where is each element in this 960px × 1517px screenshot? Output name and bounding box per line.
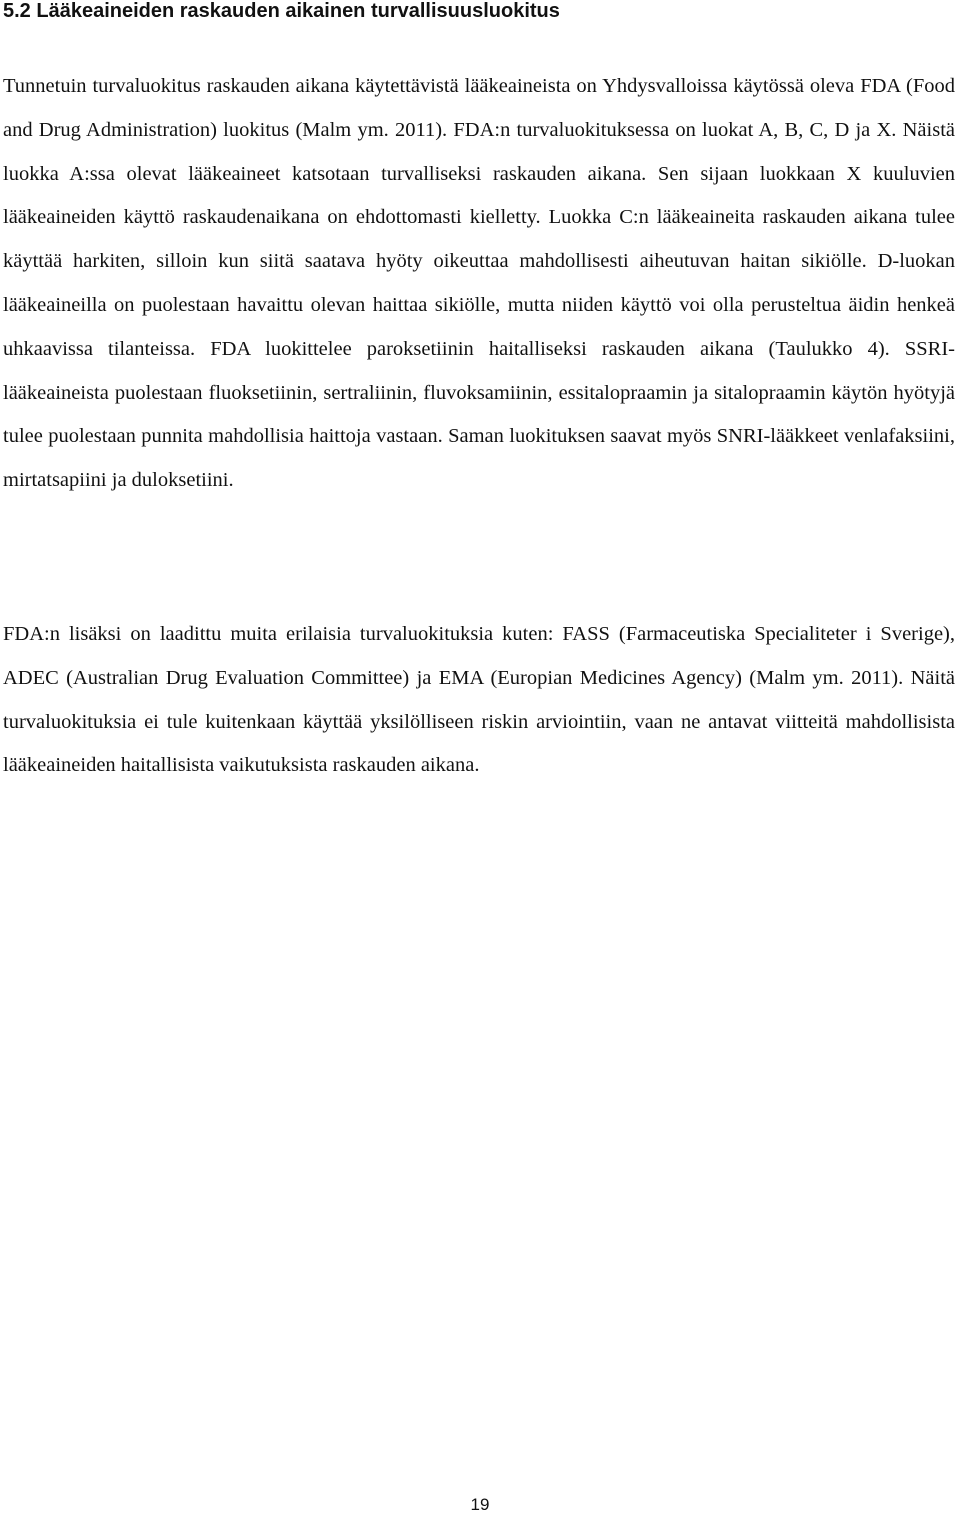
- body-paragraph-other-classifications: FDA:n lisäksi on laadittu muita erilaisia turvaluokituksia kuten: FASS (Farmaceutiska Specialiteter i Sverige), ADEC (Australian Drug Evaluation Committee) ja EMA (Europian Medicines Agency) (Malm ym. 2011). Näitä turvaluokituksia ei tule kuitenkaan käyttää yksilölliseen riskin arviointiin, vaan ne antavat viitteitä mahdollisista lääkeaineiden haitallisista vaikutuksista raskauden aikana.: [3, 623, 955, 777]
- section-heading: 5.2 Lääkeaineiden raskauden aikainen turvallisuusluokitus: [3, 0, 560, 22]
- body-paragraph-fda-classification: Tunnetuin turvaluokitus raskauden aikana käytettävistä lääkeaineista on Yhdysvalloissa käytössä oleva FDA (Food and Drug Administration) luokitus (Malm ym. 2011). FDA:n turvaluokituksessa on luokat A, B, C, D ja X. Näistä luokka A:ssa olevat lääkeaineet katsotaan turvalliseksi raskauden aikana. Sen sijaan luokkaan X kuuluvien lääkeaineiden käyttö raskaudenaikana on ehdottomasti kielletty. Luokka C:n lääkeaineita raskauden aikana tulee käyttää harkiten, silloin kun siitä saatava hyöty oikeuttaa mahdollisesti aiheutuvan haitan sikiölle. D-luokan lääkeaineilla on puolestaan havaittu olevan haittaa sikiölle, mutta niiden käyttö voi olla perusteltua äidin henkeä uhkaavissa tilanteissa. FDA luokittelee paroksetiinin haitalliseksi raskauden aikana (Taulukko 4). SSRI-lääkeaineista puolestaan fluoksetiinin, sertraliinin, fluvoksamiinin, essitalopraamin ja sitalopraamin käytön hyötyjä tulee puolestaan punnita mahdollisia haittoja vastaan. Saman luokituksen saavat myös SNRI-lääkkeet venlafaksiini, mirtatsapiini ja duloksetiini.: [3, 75, 955, 492]
- page-number: 19: [470, 1495, 490, 1514]
